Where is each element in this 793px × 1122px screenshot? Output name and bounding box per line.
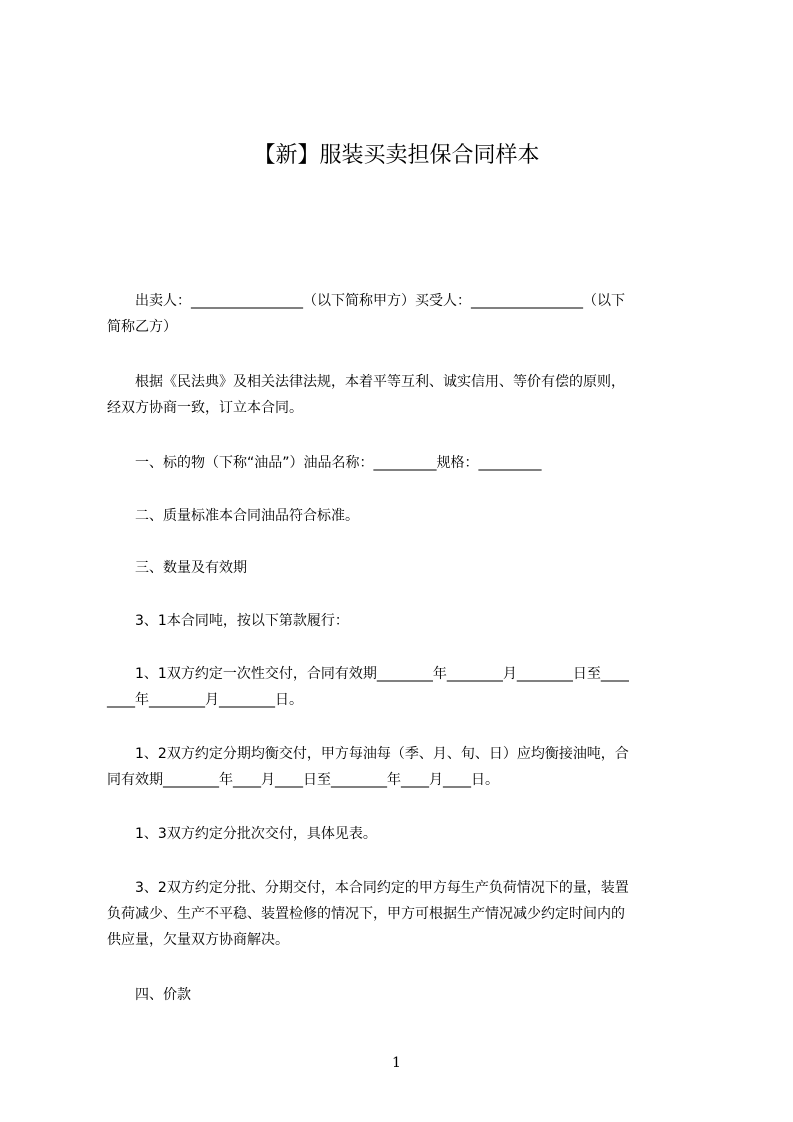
section-subject-matter [107, 450, 701, 476]
paragraph-line: 1、2双方约定分期均衡交付，甲方每油每（季、月、旬、日）应均衡接油吨，合 [107, 746, 629, 762]
paragraph-line: ____年________月________日。 [107, 692, 303, 708]
paragraph-line: 四、价款 [107, 987, 191, 1003]
clause-1-1 [107, 661, 701, 713]
section-quantity-validity [107, 555, 701, 581]
clause-1-3 [107, 821, 701, 847]
paragraph-line: 根据《民法典》及相关法律法规，本着平等互利、诚实信用、等价有偿的原则， [107, 374, 625, 390]
paragraph-line: 1、3双方约定分批次交付，具体见表。 [107, 826, 377, 842]
paragraph-line: 负荷减少、生产不平稳、装置检修的情况下，甲方可根据生产情况减少约定时间内的 [107, 906, 625, 922]
paragraph-parties [107, 288, 701, 340]
paragraph-line: 3、1本合同吨，按以下第款履行： [107, 613, 349, 629]
clause-3-1 [107, 608, 701, 634]
paragraph-line: 二、质量标准本合同油品符合标准。 [107, 508, 359, 524]
paragraph-line: 简称乙方） [107, 319, 177, 335]
clause-3-2 [107, 875, 701, 953]
page-number: 1 [392, 1055, 401, 1071]
paragraph-line: 经双方协商一致，订立本合同。 [107, 400, 303, 416]
paragraph-line: 3、2双方约定分批、分期交付，本合同约定的甲方每生产负荷情况下的量，装置 [107, 880, 629, 896]
paragraph-line: 出卖人：________________（以下简称甲方）买受人：________________（以下 [107, 293, 625, 309]
paragraph-line: 1、1双方约定一次性交付，合同有效期________年________月________日至____ [107, 666, 629, 682]
paragraph-preamble [107, 369, 701, 421]
paragraph-line: 一、标的物（下称“油品”）油品名称：_________规格：_________ [107, 455, 542, 471]
paragraph-line: 同有效期________年____月____日至________年____月____日。 [107, 772, 499, 788]
clause-1-2 [107, 741, 701, 793]
section-price [107, 982, 701, 1008]
paragraph-line: 三、数量及有效期 [107, 560, 247, 576]
document-title: 【新】服装买卖担保合同样本 [253, 143, 540, 168]
section-quality-standard [107, 503, 701, 529]
paragraph-line: 供应量，欠量双方协商解决。 [107, 932, 289, 948]
